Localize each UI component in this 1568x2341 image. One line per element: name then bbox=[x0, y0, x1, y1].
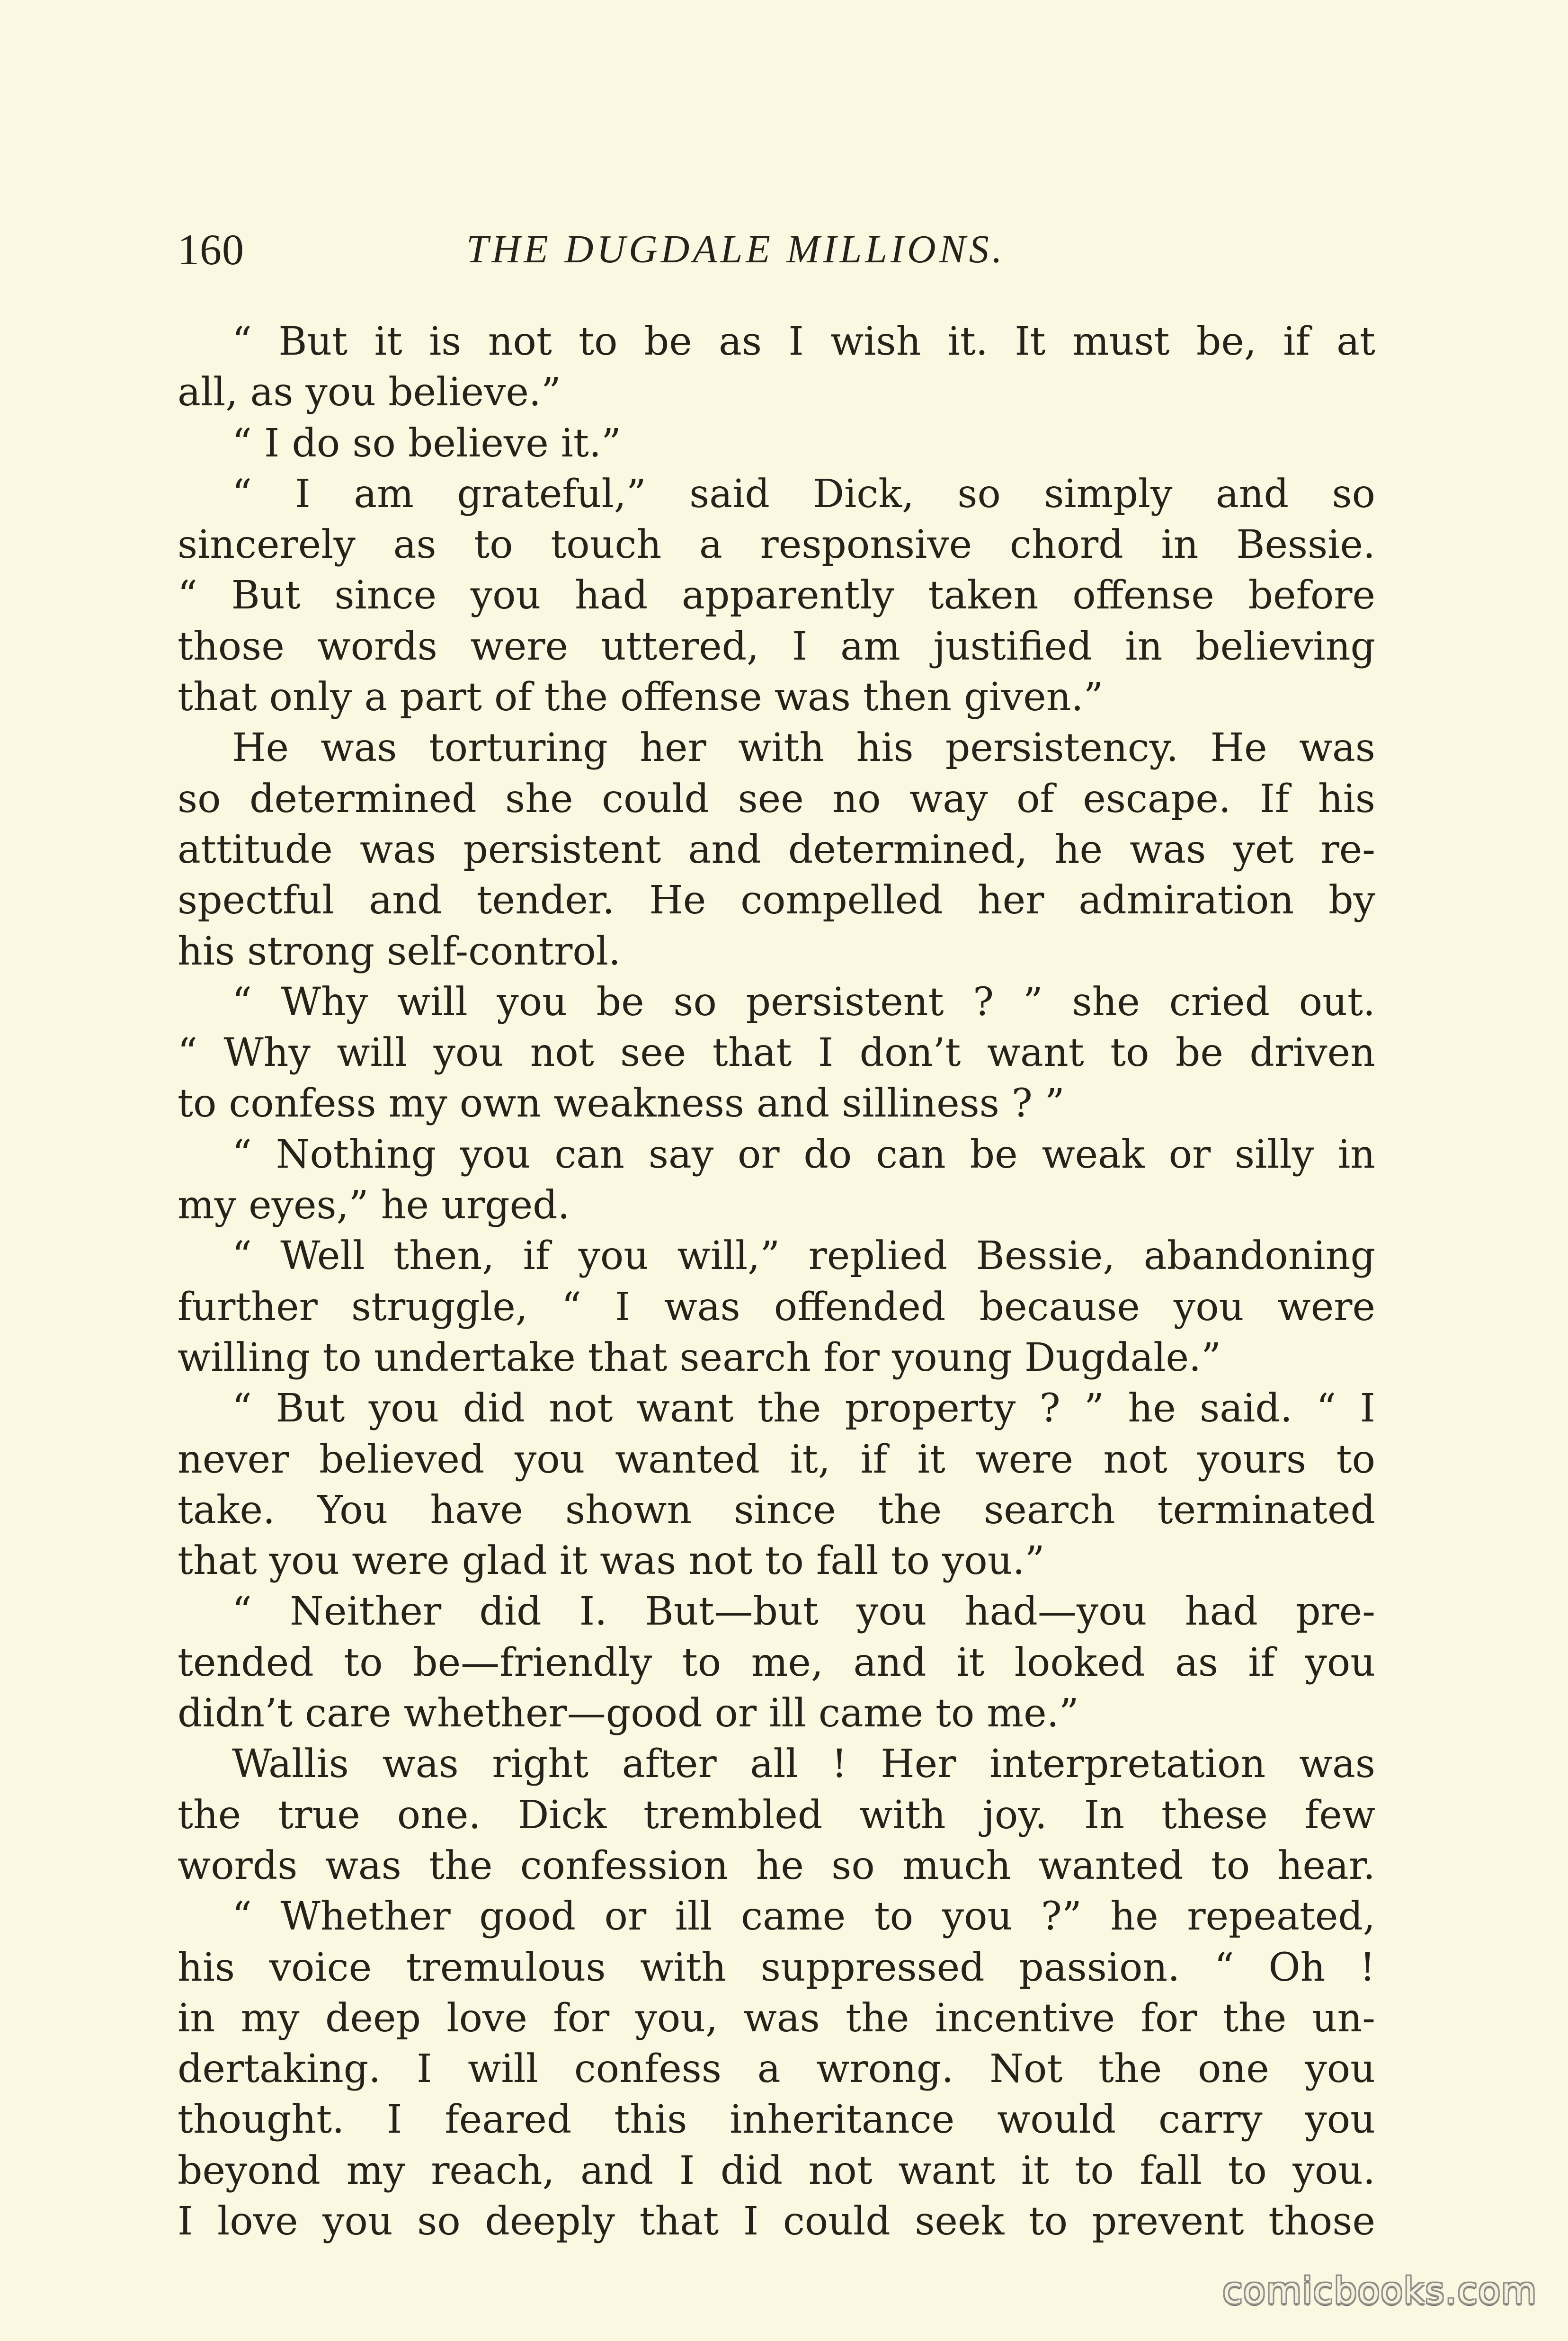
text-line: the true one. Dick trembled with joy. In these few bbox=[178, 1792, 1375, 1838]
text-line: beyond my reach, and I did not want it to fall to you. bbox=[178, 2148, 1375, 2193]
text-line: attitude was persistent and determined, he was yet re- bbox=[178, 827, 1375, 872]
text-line: “ I am grateful,” said Dick, so simply and so bbox=[232, 471, 1375, 517]
text-line: so determined she could see no way of escape. If his bbox=[178, 776, 1375, 822]
text-line: didn’t care whether—good or ill came to me.” bbox=[178, 1691, 1079, 1736]
text-line: words was the confession he so much wanted to hear. bbox=[178, 1843, 1375, 1888]
body-text bbox=[178, 316, 1375, 2247]
watermark: comicbooks.com bbox=[1222, 2270, 1537, 2312]
text-line: dertaking. I will confess a wrong. Not the one you bbox=[178, 2046, 1375, 2092]
text-line: in my deep love for you, was the incentive for the un- bbox=[178, 1995, 1375, 2041]
text-line: further struggle, “ I was offended because you were bbox=[178, 1284, 1375, 1330]
text-line: “ Neither did I. But—but you had—you had pre- bbox=[232, 1589, 1375, 1635]
text-line: his voice tremulous with suppressed passion. “ Oh ! bbox=[178, 1945, 1375, 1990]
text-line: “ Why will you not see that I don’t want to be driven bbox=[178, 1030, 1375, 1076]
text-line: never believed you wanted it, if it were not yours to bbox=[178, 1437, 1375, 1482]
text-line: “ Why will you be so persistent ? ” she cried out. bbox=[232, 979, 1375, 1025]
text-line: He was torturing her with his persistency. He was bbox=[232, 725, 1375, 771]
text-line: take. You have shown since the search terminated bbox=[178, 1487, 1375, 1533]
text-line: all, as you believe.” bbox=[178, 370, 561, 415]
text-line: that only a part of the offense was then given.” bbox=[178, 675, 1104, 720]
text-line: spectful and tender. He compelled her admiration by bbox=[178, 878, 1375, 923]
text-line: tended to be—friendly to me, and it looked as if you bbox=[178, 1640, 1375, 1685]
text-line: to confess my own weakness and silliness ? ” bbox=[178, 1081, 1065, 1126]
text-line: “ But you did not want the property ? ” he said. “ I bbox=[232, 1386, 1375, 1431]
text-line: sincerely as to touch a responsive chord in Bessie. bbox=[178, 522, 1375, 568]
running-head bbox=[178, 219, 1371, 280]
text-line: “ I do so believe it.” bbox=[232, 420, 621, 466]
text-line: that you were glad it was not to fall to you.” bbox=[178, 1538, 1045, 1584]
text-line: “ But it is not to be as I wish it. It must be, if at bbox=[232, 319, 1375, 364]
text-line: I love you so deeply that I could seek to prevent those bbox=[178, 2198, 1375, 2244]
text-line: my eyes,” he urged. bbox=[178, 1183, 570, 1228]
text-line: “ Well then, if you will,” replied Bessie, abandoning bbox=[232, 1233, 1375, 1279]
text-line: Wallis was right after all ! Her interpretation was bbox=[232, 1742, 1375, 1787]
book-title: THE DUGDALE MILLIONS. bbox=[466, 227, 1006, 271]
text-line: those words were uttered, I am justified in believing bbox=[178, 624, 1375, 669]
text-line: willing to undertake that search for young Dugdale.” bbox=[178, 1335, 1221, 1380]
text-line: “ Nothing you can say or do can be weak or silly in bbox=[232, 1132, 1375, 1177]
text-line: thought. I feared this inheritance would carry you bbox=[178, 2097, 1375, 2143]
text-line: his strong self-control. bbox=[178, 929, 621, 974]
text-line: “ But since you had apparently taken offense before bbox=[178, 573, 1375, 618]
text-line: “ Whether good or ill came to you ?” he repeated, bbox=[232, 1894, 1375, 1939]
page-number: 160 bbox=[178, 225, 244, 274]
